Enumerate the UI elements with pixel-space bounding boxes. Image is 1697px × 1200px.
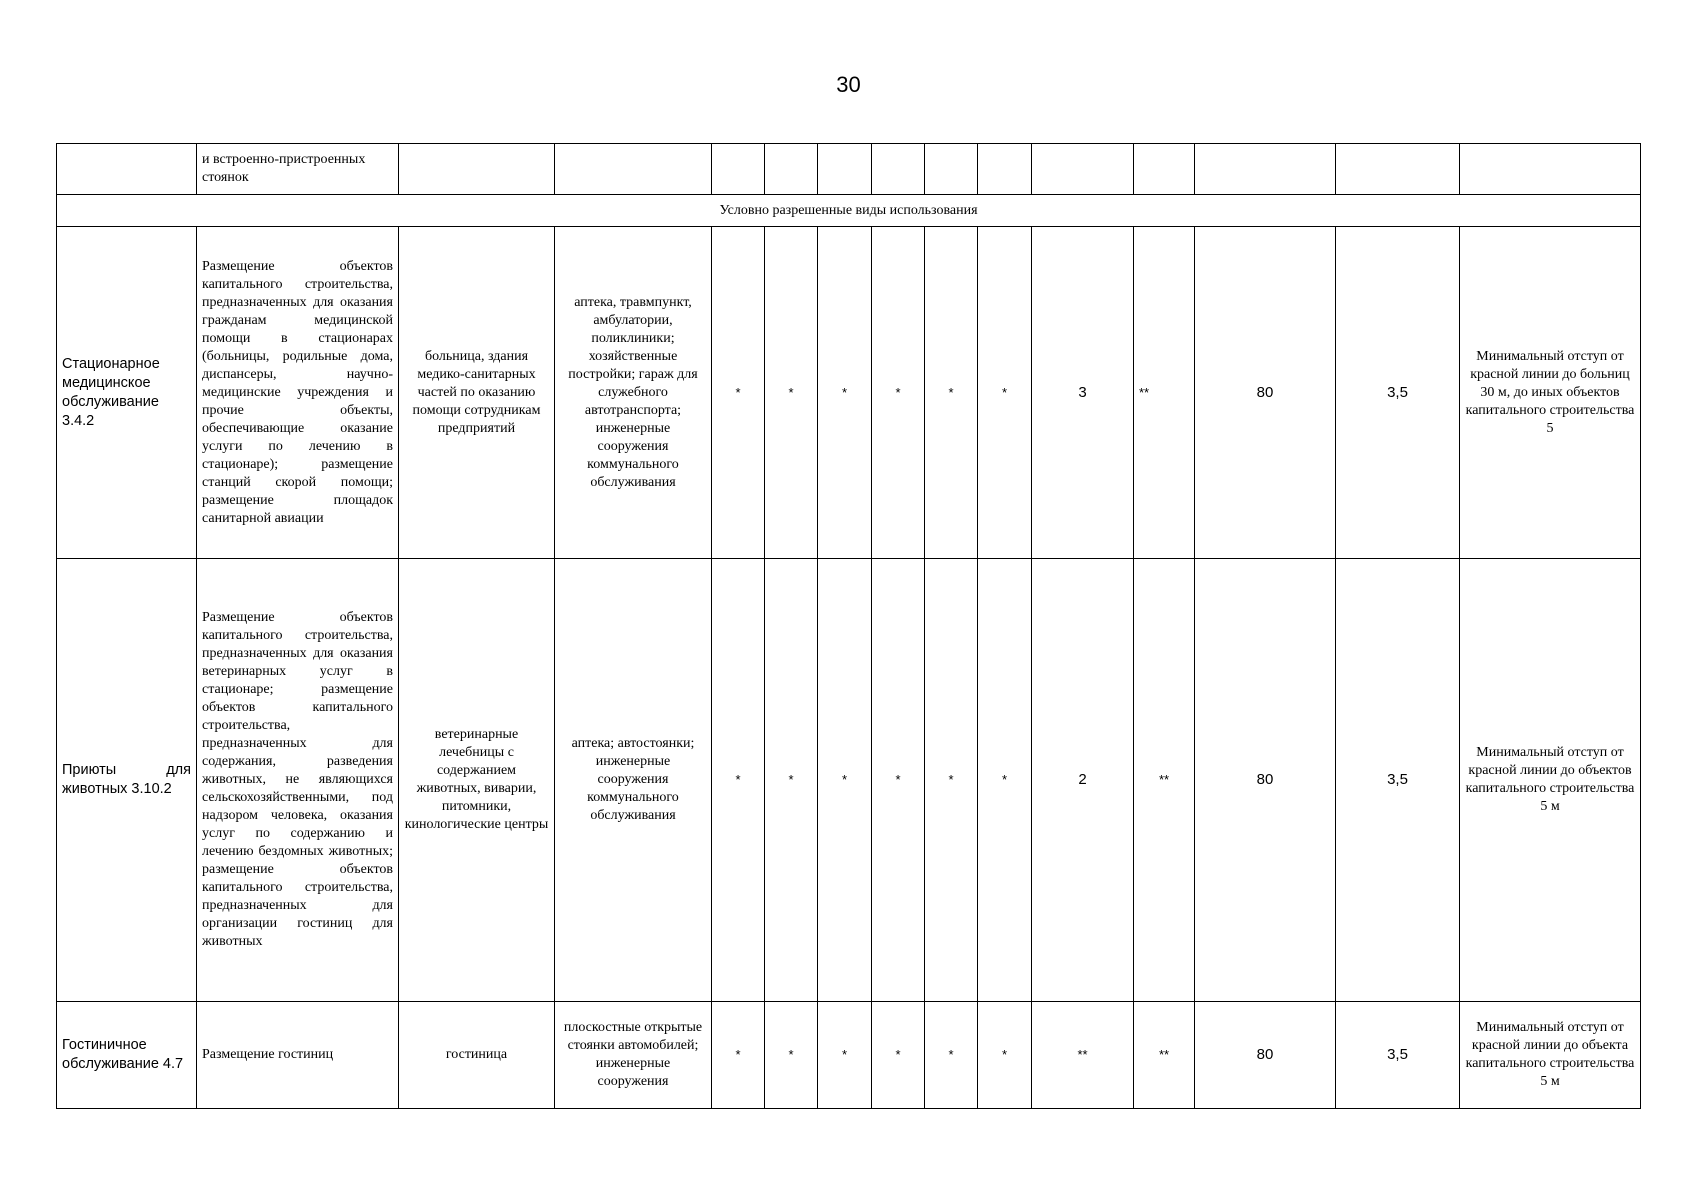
- table-row-continuation: [57, 144, 1641, 195]
- cell-ratio: 3,5: [1336, 1002, 1460, 1109]
- cell-param: *: [978, 1002, 1032, 1109]
- cell-auxiliary: аптека, травмпункт, амбулатории, поликлиники; хозяйственные постройки; гараж для служебного автотранспорта; инженерные сооружения коммунального обслуживания: [555, 227, 712, 559]
- cell-description: Размещение объектов капитального строительства, предназначенных для оказания гражданам медицинской помощи в стационарах (больницы, родильные дома, диспансеры, научно-медицинские учреждения и прочие объекты, обеспечивающие оказание услуги по лечению в стационаре); размещение станций скорой помощи; размещение площадок санитарной авиации: [197, 227, 399, 559]
- cell-param: *: [818, 1002, 872, 1109]
- cell-param: *: [712, 1002, 765, 1109]
- cell-percent: 80: [1195, 1002, 1336, 1109]
- cell-description: Размещение гостиниц: [197, 1002, 399, 1109]
- cell-param: *: [925, 1002, 978, 1109]
- cell-param: *: [872, 1002, 925, 1109]
- cell-param: *: [765, 227, 818, 559]
- cell-empty: [57, 144, 197, 195]
- cell-ratio: 3,5: [1336, 227, 1460, 559]
- cell-param: *: [765, 559, 818, 1002]
- cell-param: *: [925, 559, 978, 1002]
- cell-floors: **: [1032, 1002, 1134, 1109]
- table-row: [57, 1002, 1641, 1109]
- section-heading-row: [57, 195, 1641, 227]
- cell-height: **: [1134, 559, 1195, 1002]
- cell-param: *: [978, 227, 1032, 559]
- cell-notes: Минимальный отступ от красной линии до больниц 30 м, до иных объектов капитального строительства 5: [1460, 227, 1641, 559]
- cell-notes: Минимальный отступ от красной линии до объекта капитального строительства 5 м: [1460, 1002, 1641, 1109]
- cell-description: Размещение объектов капитального строительства, предназначенных для оказания ветеринарных услуг в стационаре; размещение объектов капитального строительства, предназначенных для содержания, разведения животных, не являющихся сельскохозяйственными, под надзором человека, оказания услуг по содержанию и лечению бездомных животных; размещение объектов капитального строительства, предназначенных для организации гостиниц для животных: [197, 559, 399, 1002]
- cell-percent: 80: [1195, 227, 1336, 559]
- section-heading: Условно разрешенные виды использования: [57, 195, 1641, 227]
- cell-use-name: Приюты для животных 3.10.2: [57, 559, 197, 1002]
- cell-notes: Минимальный отступ от красной линии до объектов капитального строительства 5 м: [1460, 559, 1641, 1002]
- cell-param: *: [872, 559, 925, 1002]
- cell-param: *: [925, 227, 978, 559]
- cell-height: **: [1134, 1002, 1195, 1109]
- cell-use-name: Стационарное медицинское обслуживание 3.4.2: [57, 227, 197, 559]
- cell-floors: 2: [1032, 559, 1134, 1002]
- cell-param: *: [978, 559, 1032, 1002]
- cell-auxiliary: плоскостные открытые стоянки автомобилей; инженерные сооружения: [555, 1002, 712, 1109]
- cell-ratio: 3,5: [1336, 559, 1460, 1002]
- cell-param: *: [712, 559, 765, 1002]
- cell-use-name: Гостиничное обслуживание 4.7: [57, 1002, 197, 1109]
- cell-description: и встроенно-пристроенных стоянок: [197, 144, 399, 195]
- cell-main-objects: больница, здания медико-санитарных частей по оказанию помощи сотрудникам предприятий: [399, 227, 555, 559]
- cell-main-objects: гостиница: [399, 1002, 555, 1109]
- cell-param: *: [872, 227, 925, 559]
- cell-main-objects: ветеринарные лечебницы с содержанием животных, виварии, питомники, кинологические центры: [399, 559, 555, 1002]
- table-row: [57, 227, 1641, 559]
- cell-auxiliary: аптека; автостоянки; инженерные сооружения коммунального обслуживания: [555, 559, 712, 1002]
- page-number: 30: [836, 72, 861, 97]
- cell-height: **: [1134, 227, 1195, 559]
- cell-floors: 3: [1032, 227, 1134, 559]
- cell-param: *: [765, 1002, 818, 1109]
- cell-param: *: [818, 559, 872, 1002]
- table-row: [57, 559, 1641, 1002]
- land-use-table: [56, 143, 1641, 1109]
- cell-percent: 80: [1195, 559, 1336, 1002]
- cell-param: *: [712, 227, 765, 559]
- cell-param: *: [818, 227, 872, 559]
